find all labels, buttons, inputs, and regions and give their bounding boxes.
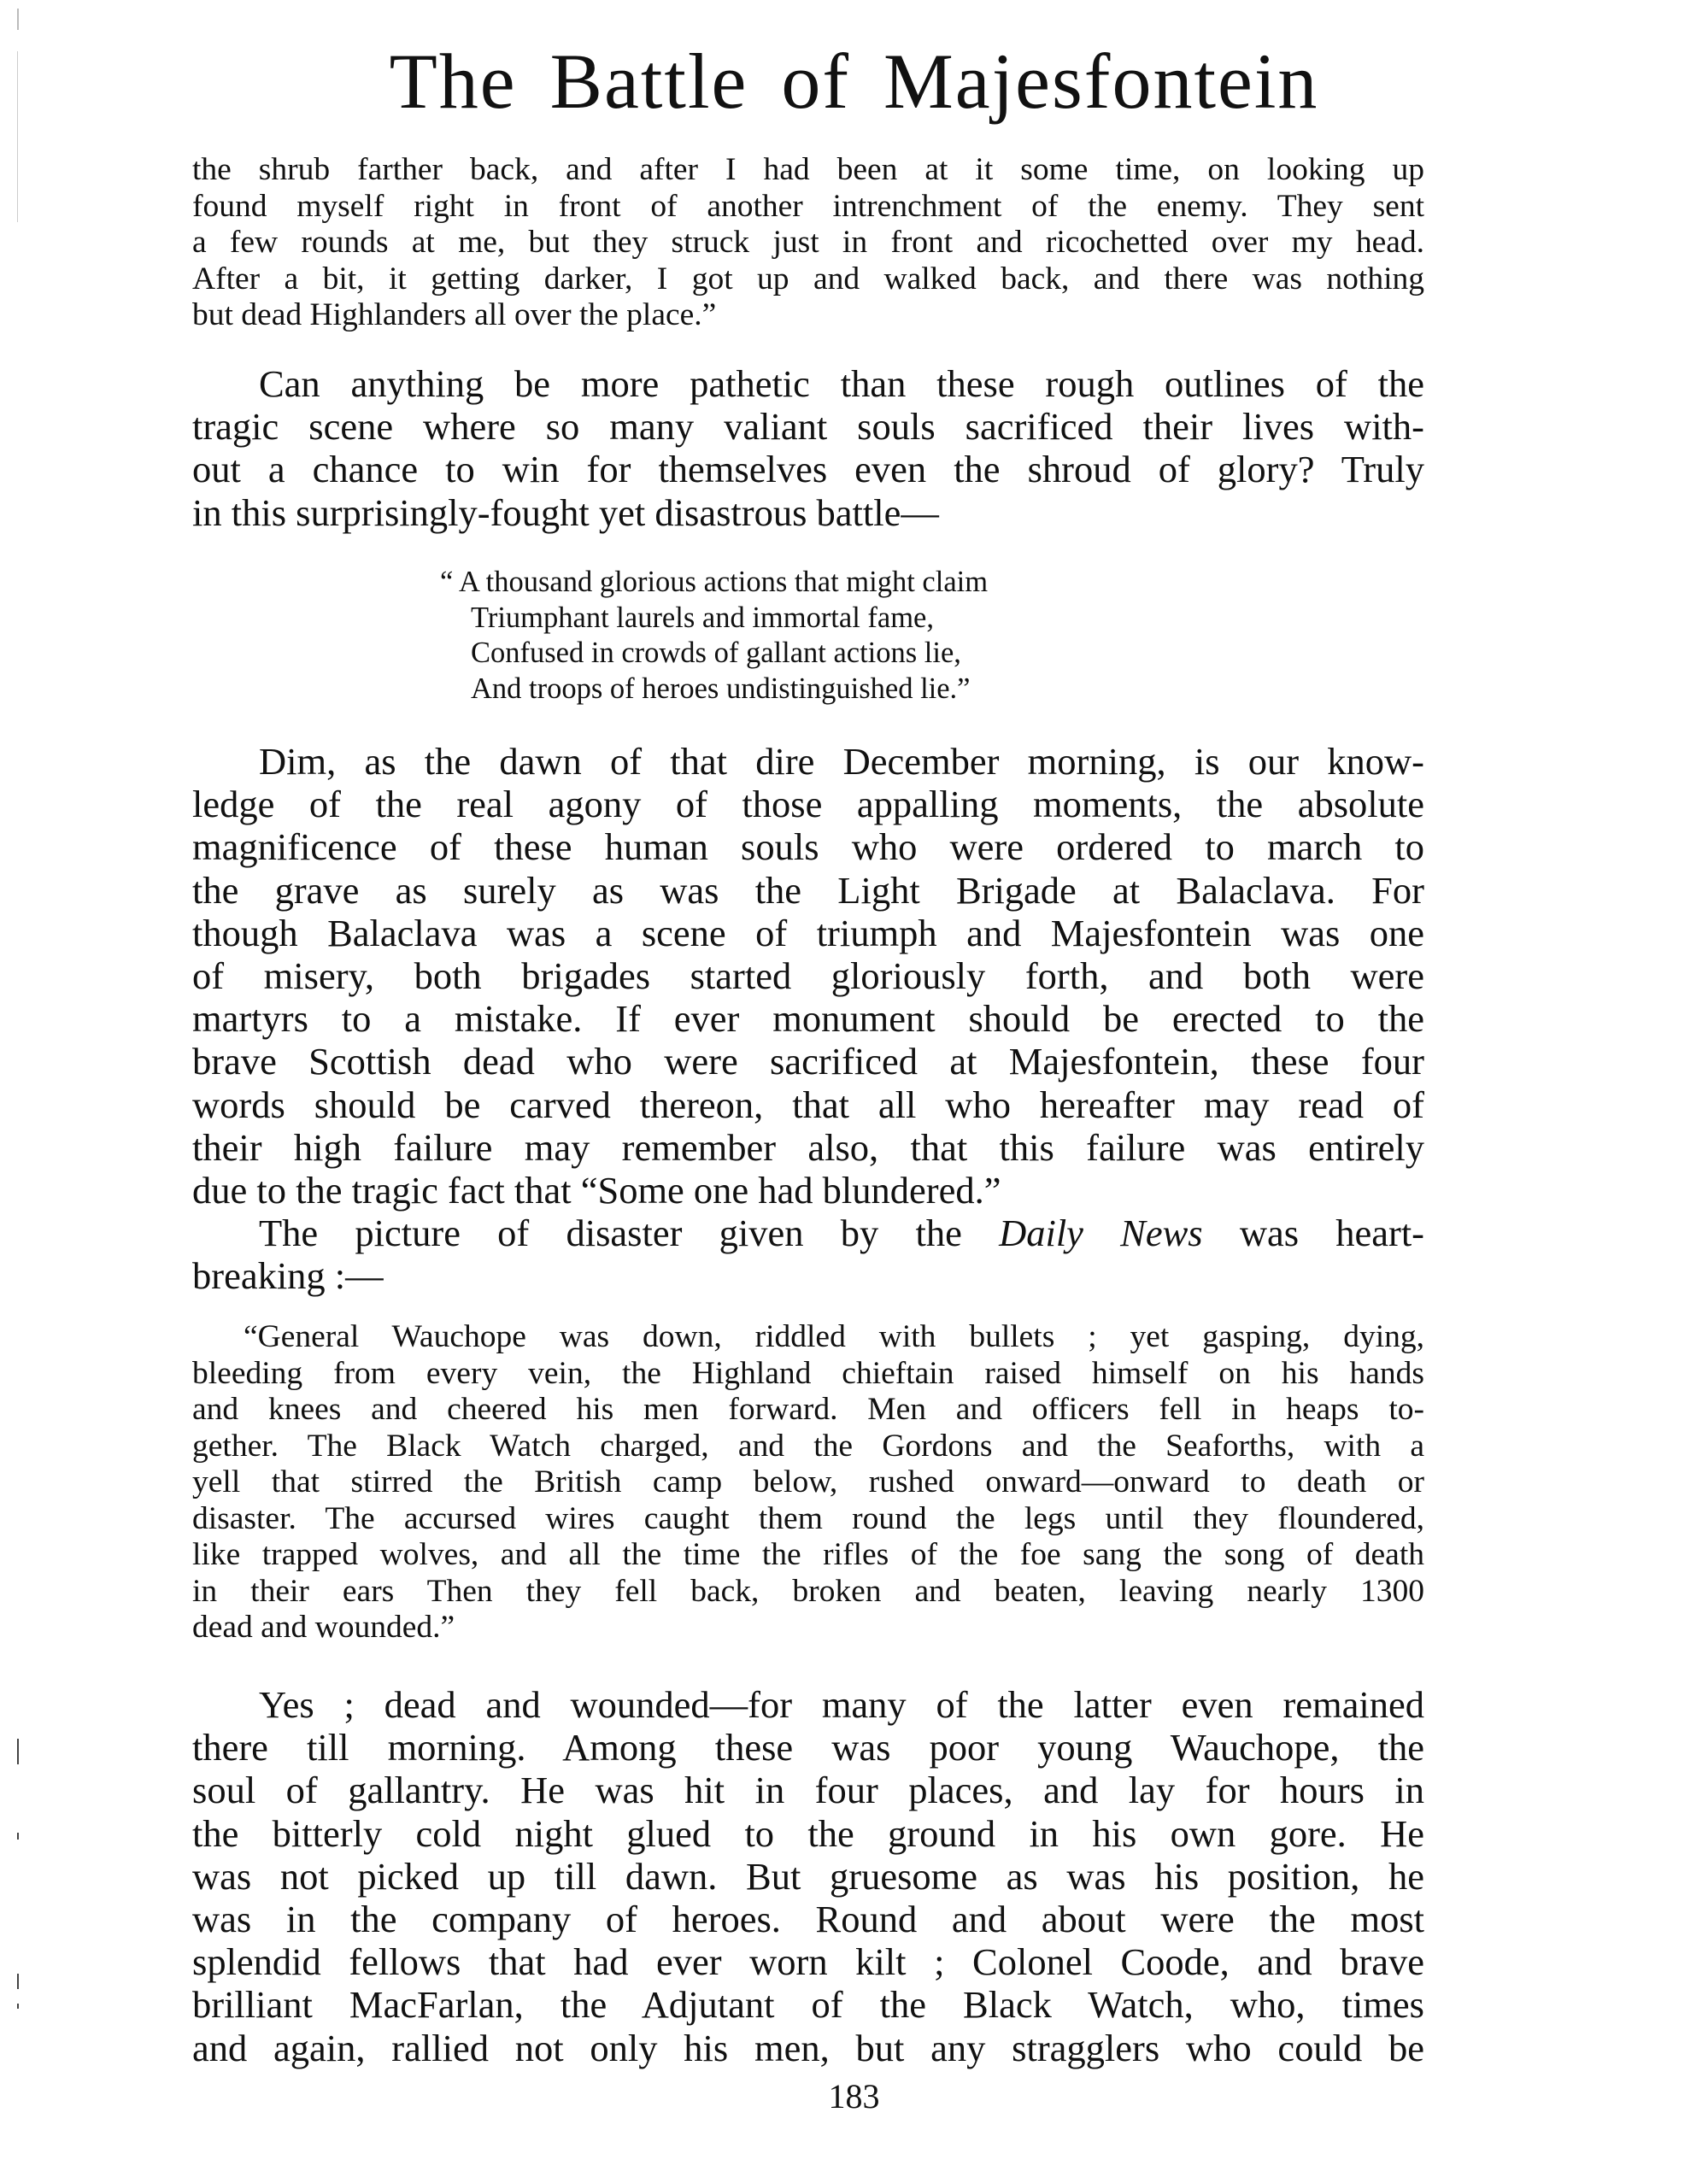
poem-line: Confused in crowds of gallant actions lie, (471, 637, 961, 669)
text-fragment: The picture of disaster given by the (259, 1212, 1000, 1254)
page-number: 183 (828, 2077, 880, 2116)
text-line: brilliant MacFarlan, the Adjutant of the Black Watch, who, times (192, 1983, 1424, 2027)
text-line: and again, rallied not only his men, but any stragglers who could be (192, 2026, 1424, 2069)
text-line: Can anything be more pathetic than these rough outlines of the (259, 362, 1424, 405)
text-line: yell that stirred the British camp below, rushed onward—onward to death or (192, 1464, 1424, 1499)
paragraph-pathetic-outlines (192, 362, 1424, 534)
text-line: was in the company of heroes. Round and about were the most (192, 1898, 1424, 1941)
scan-mark (17, 1833, 19, 1840)
text-line: tragic scene where so many valiant souls sacrificed their lives with- (192, 405, 1424, 449)
text-line: found myself right in front of another intrenchment of the enemy. They sent (192, 188, 1424, 224)
text-line: and knees and cheered his men forward. Men and officers fell in heaps to- (192, 1392, 1424, 1427)
text-line: brave Scottish dead who were sacrificed at Majesfontein, these four (192, 1040, 1424, 1083)
poem-line: “ A thousand glorious actions that might claim (440, 566, 989, 598)
text-line: their high failure may remember also, that this failure was entirely (192, 1125, 1424, 1169)
text-line: Yes ; dead and wounded—for many of the latter even remained (259, 1683, 1424, 1726)
scan-mark (17, 9, 19, 30)
text-line: ledge of the real agony of those appalling moments, the absolute (192, 783, 1424, 826)
text-line: soul of gallantry. He was hit in four places, and lay for hours in (192, 1769, 1424, 1812)
paragraph-letter-continuation (192, 152, 1424, 334)
text-line: like trapped wolves, and all the time the rifles of the foe sang the song of death (192, 1537, 1424, 1572)
text-line: but dead Highlanders all over the place.” (192, 297, 717, 332)
poem-line: And troops of heroes undistinguished lie.” (471, 672, 971, 705)
text-line: Dim, as the dawn of that dire December morning, is our know- (259, 740, 1424, 783)
text-line: dead and wounded.” (192, 1610, 455, 1645)
paragraph-dim-as-dawn (192, 740, 1424, 1212)
text-line: though Balaclava was a scene of triumph and Majesfontein was one (192, 911, 1424, 954)
text-line (192, 1212, 1424, 1254)
scan-mark (17, 1739, 19, 1764)
scan-mark (17, 1974, 19, 1989)
text-line: the grave as surely as was the Light Brigade at Balaclava. For (192, 868, 1424, 912)
scan-mark (17, 51, 18, 222)
text-line: out a chance to win for themselves even the shroud of glory? Truly (192, 448, 1424, 491)
daily-news-quote (192, 1319, 1424, 1646)
text-line: words should be carved thereon, that all who hereafter may read of (192, 1083, 1424, 1126)
text-line: After a bit, it getting darker, I got up and walked back, and there was nothing (192, 261, 1424, 296)
text-line: of misery, both brigades started gloriously forth, and both were (192, 954, 1424, 998)
text-line: breaking :— (192, 1254, 384, 1298)
text-line: a few rounds at me, but they struck just in front and ricochetted over my head. (192, 225, 1424, 260)
poem-line: Triumphant laurels and immortal fame, (471, 601, 934, 634)
text-line: disaster. The accursed wires caught them round the legs until they floundered, (192, 1500, 1424, 1536)
text-line: “General Wauchope was down, riddled with bullets ; yet gasping, dying, (244, 1319, 1424, 1354)
text-line: in their ears Then they fell back, broken and beaten, leaving nearly 1300 (192, 1573, 1424, 1609)
page-title: The Battle of Majesfontein (389, 38, 1319, 125)
text-line: splendid fellows that had ever worn kilt ; Colonel Coode, and brave (192, 1940, 1424, 1984)
publication-name: Daily News (999, 1212, 1203, 1254)
text-line: due to the tragic fact that “Some one had blundered.” (192, 1169, 1001, 1212)
text-line: the bitterly cold night glued to the ground in his own gore. He (192, 1811, 1424, 1855)
paragraph-yes-dead-and-wounded (192, 1683, 1424, 2069)
text-line: in this surprisingly-fought yet disastrous battle— (192, 490, 939, 534)
scan-mark (17, 2004, 19, 2009)
text-fragment: was heart- (1202, 1212, 1425, 1254)
text-line: gether. The Black Watch charged, and the Gordons and the Seaforths, with a (192, 1428, 1424, 1464)
text-line: martyrs to a mistake. If ever monument should be erected to the (192, 997, 1424, 1041)
paragraph-daily-news-intro (192, 1212, 1424, 1297)
text-line: magnificence of these human souls who were ordered to march to (192, 825, 1424, 869)
text-line: there till morning. Among these was poor young Wauchope, the (192, 1726, 1424, 1769)
text-line: the shrub farther back, and after I had been at it some time, on looking up (192, 152, 1424, 187)
poem-quote (440, 565, 988, 707)
text-line: bleeding from every vein, the Highland chieftain raised himself on his hands (192, 1355, 1424, 1391)
text-line: was not picked up till dawn. But gruesome as was his position, he (192, 1854, 1424, 1898)
